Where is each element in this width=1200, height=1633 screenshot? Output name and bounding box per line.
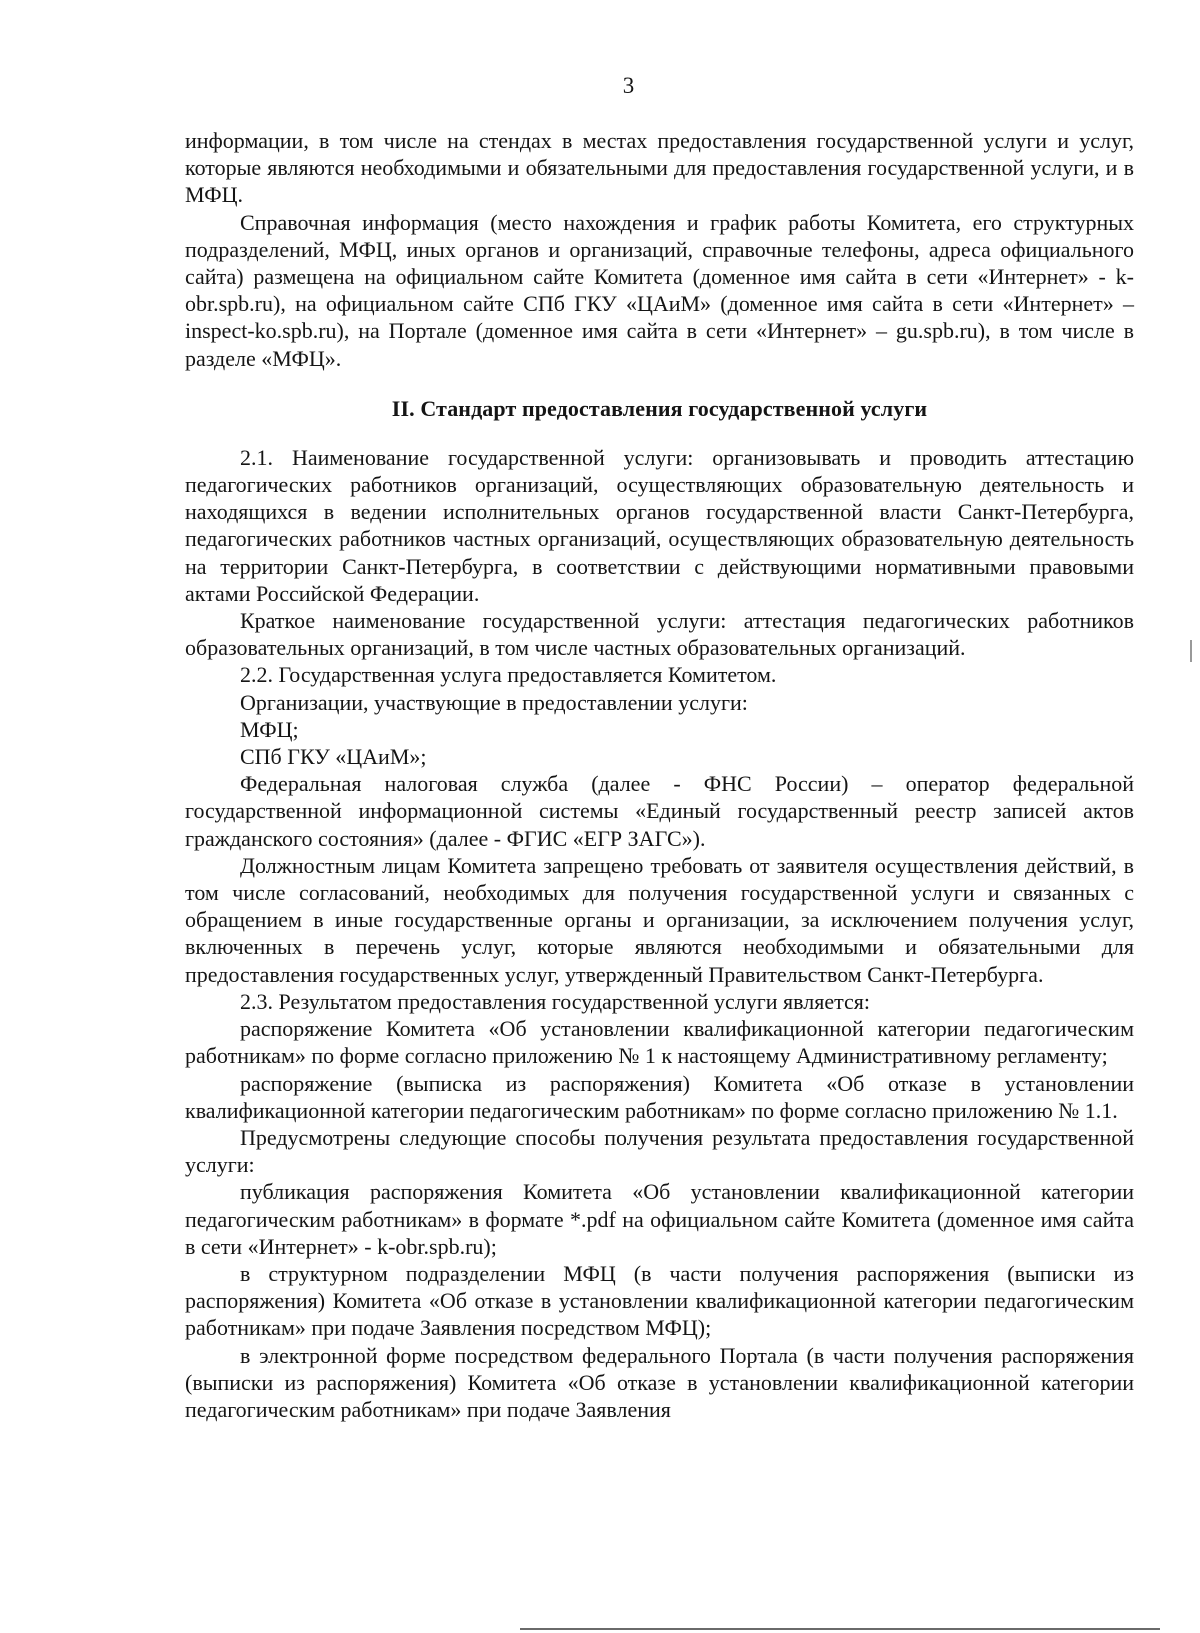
paragraph-method-portal: в электронной форме посредством федерального Портала (в части получения распоряжения (выписки из распоряжения) Комитета «Об отказе в установлении квалификационной категории педагогическим работникам» при подаче Заявления [185, 1342, 1134, 1422]
scan-bottom-line [520, 1628, 1160, 1630]
paragraph-tsaim: СПб ГКУ «ЦАиМ»; [240, 744, 427, 770]
paragraph-2-1: 2.1. Наименование государственной услуги: организовывать и проводить аттестацию педагогических работников организаций, осуществляющих образовательную деятельность и находящихся в ведении исполнительных органов государственной власти Санкт-Петербурга, педагогических работников частных организаций, осуществляющих образовательную деятельность на территории Санкт-Петербурга, в соответствии с действующими нормативными правовыми актами Российской Федерации. [185, 444, 1134, 606]
paragraph-2-2: 2.2. Государственная услуга предоставляется Комитетом. [240, 662, 777, 688]
paragraph-prohibited: Должностным лицам Комитета запрещено требовать от заявителя осуществления действий, в том числе согласований, необходимых для получения государственной услуги и связанных с обращением в иные государственные органы и организации, за исключением получения услуг, включенных в перечень услуг, которые являются необходимыми и обязательными для предоставления государственных услуг, утвержденный Правительством Санкт-Петербурга. [185, 852, 1134, 987]
paragraph-continuation: информации, в том числе на стендах в местах предоставления государственной услуги и услуг, которые являются необходимыми и обязательными для предоставления государственной услуги, и в МФЦ. [185, 128, 1134, 208]
section-heading: II. Стандарт предоставления государственной услуги [391, 395, 928, 421]
paragraph-order-refuse: распоряжение (выписка из распоряжения) Комитета «Об отказе в установлении квалификационной категории педагогическим работникам» по форме согласно приложению № 1.1. [185, 1070, 1134, 1123]
paragraph-method-mfc: в структурном подразделении МФЦ (в части получения распоряжения (выписки из распоряжения) Комитета «Об отказе в установлении квалификационной категории педагогическим работникам» при подаче Заявления посредством МФЦ); [185, 1260, 1134, 1341]
paragraph-order-establish: распоряжение Комитета «Об установлении квалификационной категории педагогическим работникам» по форме согласно приложению № 1 к настоящему Административному регламенту; [185, 1016, 1134, 1069]
paragraph-method-publication: публикация распоряжения Комитета «Об установлении квалификационной категории педагогическим работникам» в формате *.pdf на официальном сайте Комитета (доменное имя сайта в сети «Интернет» - k-obr.spb.ru); [185, 1179, 1134, 1259]
scan-edge-mark [1190, 640, 1192, 662]
paragraph-short-name: Краткое наименование государственной услуги: аттестация педагогических работников образовательных организаций, в том числе частных образовательных организаций. [185, 608, 1134, 661]
paragraph-2-3: 2.3. Результатом предоставления государственной услуги является: [240, 988, 871, 1014]
section-paragraphs [185, 444, 1134, 1423]
paragraph-methods: Предусмотрены следующие способы получения результата предоставления государственной услуги: [185, 1124, 1134, 1178]
intro-paragraphs [185, 127, 1134, 372]
paragraph-reference-info: Справочная информация (место нахождения и график работы Комитета, его структурных подразделений, МФЦ, иных органов и организаций, справочные телефоны, адреса официального сайта) размещена на официальном сайте Комитета (доменное имя сайта в сети «Интернет» - k-obr.spb.ru), на официальном сайте СПб ГКУ «ЦАиМ» (доменное имя сайта в сети «Интернет» – inspect-ko.spb.ru), на Портале (доменное имя сайта в сети «Интернет» – gu.spb.ru), в том числе в разделе «МФЦ». [185, 209, 1134, 371]
paragraph-participants: Организации, участвующие в предоставлении услуги: [240, 689, 748, 715]
page-number: 3 [622, 73, 635, 98]
document-body [185, 127, 1134, 1423]
paragraph-fns: Федеральная налоговая служба (далее - ФНС России) – оператор федеральной государственной информационной системы «Единый государственный реестр записей актов гражданского состояния» (далее - ФГИС «ЕГР ЗАГС»). [185, 771, 1134, 851]
paragraph-mfc: МФЦ; [240, 716, 299, 742]
